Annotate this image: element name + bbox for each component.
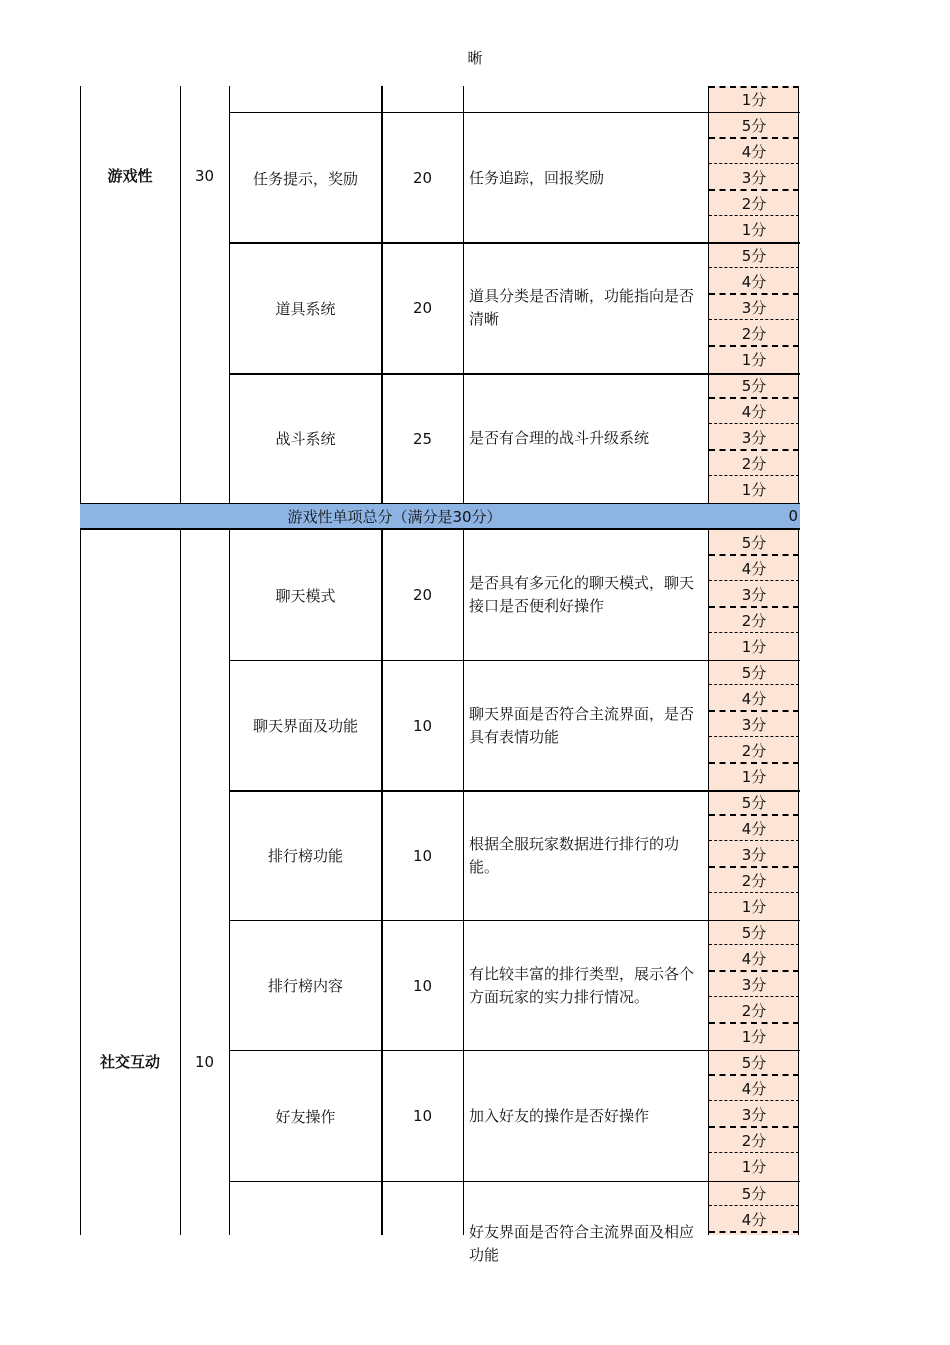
- score-option[interactable]: 1分: [741, 90, 767, 109]
- item-name: 战斗系统: [275, 430, 336, 448]
- score-option[interactable]: 2分: [741, 741, 767, 760]
- score-option[interactable]: 3分: [741, 168, 767, 187]
- score-option[interactable]: 4分: [741, 819, 767, 838]
- item-description: 道具分类是否清晰，功能指向是否清晰: [469, 287, 695, 328]
- score-option[interactable]: 5分: [741, 1053, 767, 1072]
- score-option[interactable]: 4分: [741, 142, 767, 161]
- item-score: 20: [412, 586, 433, 604]
- item-description: 是否具有多元化的聊天模式，聊天接口是否便利好操作: [469, 574, 695, 615]
- score-option[interactable]: 1分: [741, 480, 767, 499]
- score-option[interactable]: 3分: [741, 975, 767, 994]
- category-social: 社交互动: [99, 1053, 160, 1071]
- subtotal-value: 0: [788, 507, 798, 525]
- item-score: 10: [412, 716, 433, 735]
- item-name: 排行榜功能: [267, 847, 343, 865]
- item-description: 聊天界面是否符合主流界面，是否具有表情功能: [469, 704, 695, 746]
- category-weight: 10: [194, 1052, 215, 1071]
- score-option[interactable]: 1分: [741, 1027, 767, 1046]
- score-option[interactable]: 1分: [741, 350, 767, 369]
- item-score: 25: [412, 429, 433, 448]
- item-description: 是否有合理的战斗升级系统: [469, 429, 650, 447]
- item-description: 任务追踪，回报奖励: [469, 168, 605, 187]
- item-name: 道具系统: [275, 299, 336, 318]
- score-option[interactable]: 5分: [741, 376, 767, 395]
- item-name: 聊天界面及功能: [252, 717, 358, 735]
- score-option[interactable]: 2分: [741, 611, 767, 630]
- subtotal-row: [80, 503, 800, 529]
- score-option[interactable]: 5分: [741, 663, 767, 682]
- score-option[interactable]: 4分: [741, 402, 767, 421]
- item-score: 20: [412, 299, 433, 317]
- score-option[interactable]: 2分: [741, 454, 767, 473]
- evaluation-table: [80, 86, 800, 1235]
- score-option[interactable]: 1分: [741, 1157, 767, 1176]
- category-gameplay: 游戏性: [107, 167, 153, 185]
- score-option[interactable]: 3分: [741, 715, 767, 734]
- score-option[interactable]: 1分: [741, 637, 767, 656]
- score-option[interactable]: 2分: [741, 871, 767, 890]
- item-score: 10: [412, 846, 433, 865]
- score-option[interactable]: 5分: [741, 533, 767, 552]
- score-option[interactable]: 4分: [741, 559, 767, 578]
- score-option[interactable]: 4分: [741, 689, 767, 708]
- score-option[interactable]: 5分: [741, 923, 767, 942]
- score-option[interactable]: 4分: [741, 1210, 767, 1229]
- score-option[interactable]: 3分: [741, 585, 767, 604]
- score-option[interactable]: 4分: [741, 272, 767, 291]
- item-name: 排行榜内容: [267, 977, 343, 995]
- score-option[interactable]: 3分: [741, 298, 767, 317]
- score-option[interactable]: 5分: [741, 793, 767, 812]
- score-option[interactable]: 1分: [741, 897, 767, 916]
- score-option[interactable]: 3分: [741, 845, 767, 864]
- item-description-overflow: 好友界面是否符合主流界面及相应功能: [469, 1223, 695, 1264]
- item-name: 聊天模式: [275, 586, 336, 605]
- item-name: 好友操作: [275, 1107, 336, 1126]
- subtotal-label: 游戏性单项总分（满分是30分）: [287, 507, 502, 526]
- score-option[interactable]: 3分: [741, 1105, 767, 1124]
- score-option[interactable]: 2分: [741, 324, 767, 343]
- score-option[interactable]: 4分: [741, 949, 767, 968]
- item-description: 加入好友的操作是否好操作: [469, 1106, 650, 1125]
- score-option[interactable]: 5分: [741, 246, 767, 265]
- score-option[interactable]: 2分: [741, 194, 767, 213]
- score-option[interactable]: 5分: [741, 1184, 767, 1203]
- item-score: 20: [412, 169, 433, 187]
- score-option[interactable]: 4分: [741, 1079, 767, 1098]
- score-option[interactable]: 2分: [741, 1001, 767, 1020]
- score-option[interactable]: 3分: [741, 428, 767, 447]
- item-score: 10: [412, 976, 433, 995]
- item-score: 10: [412, 1107, 433, 1125]
- score-option[interactable]: 1分: [741, 767, 767, 786]
- item-description: 有比较丰富的排行类型，展示各个方面玩家的实力排行情况。: [469, 964, 695, 1006]
- category-weight: 30: [194, 166, 215, 185]
- score-option[interactable]: 2分: [741, 1131, 767, 1150]
- page-header-fragment: 晰: [467, 49, 483, 67]
- item-description: 根据全服玩家数据进行排行的功能。: [469, 834, 680, 876]
- item-name: 任务提示，奖励: [252, 169, 358, 188]
- score-option[interactable]: 5分: [741, 116, 767, 135]
- score-option[interactable]: 1分: [741, 220, 767, 239]
